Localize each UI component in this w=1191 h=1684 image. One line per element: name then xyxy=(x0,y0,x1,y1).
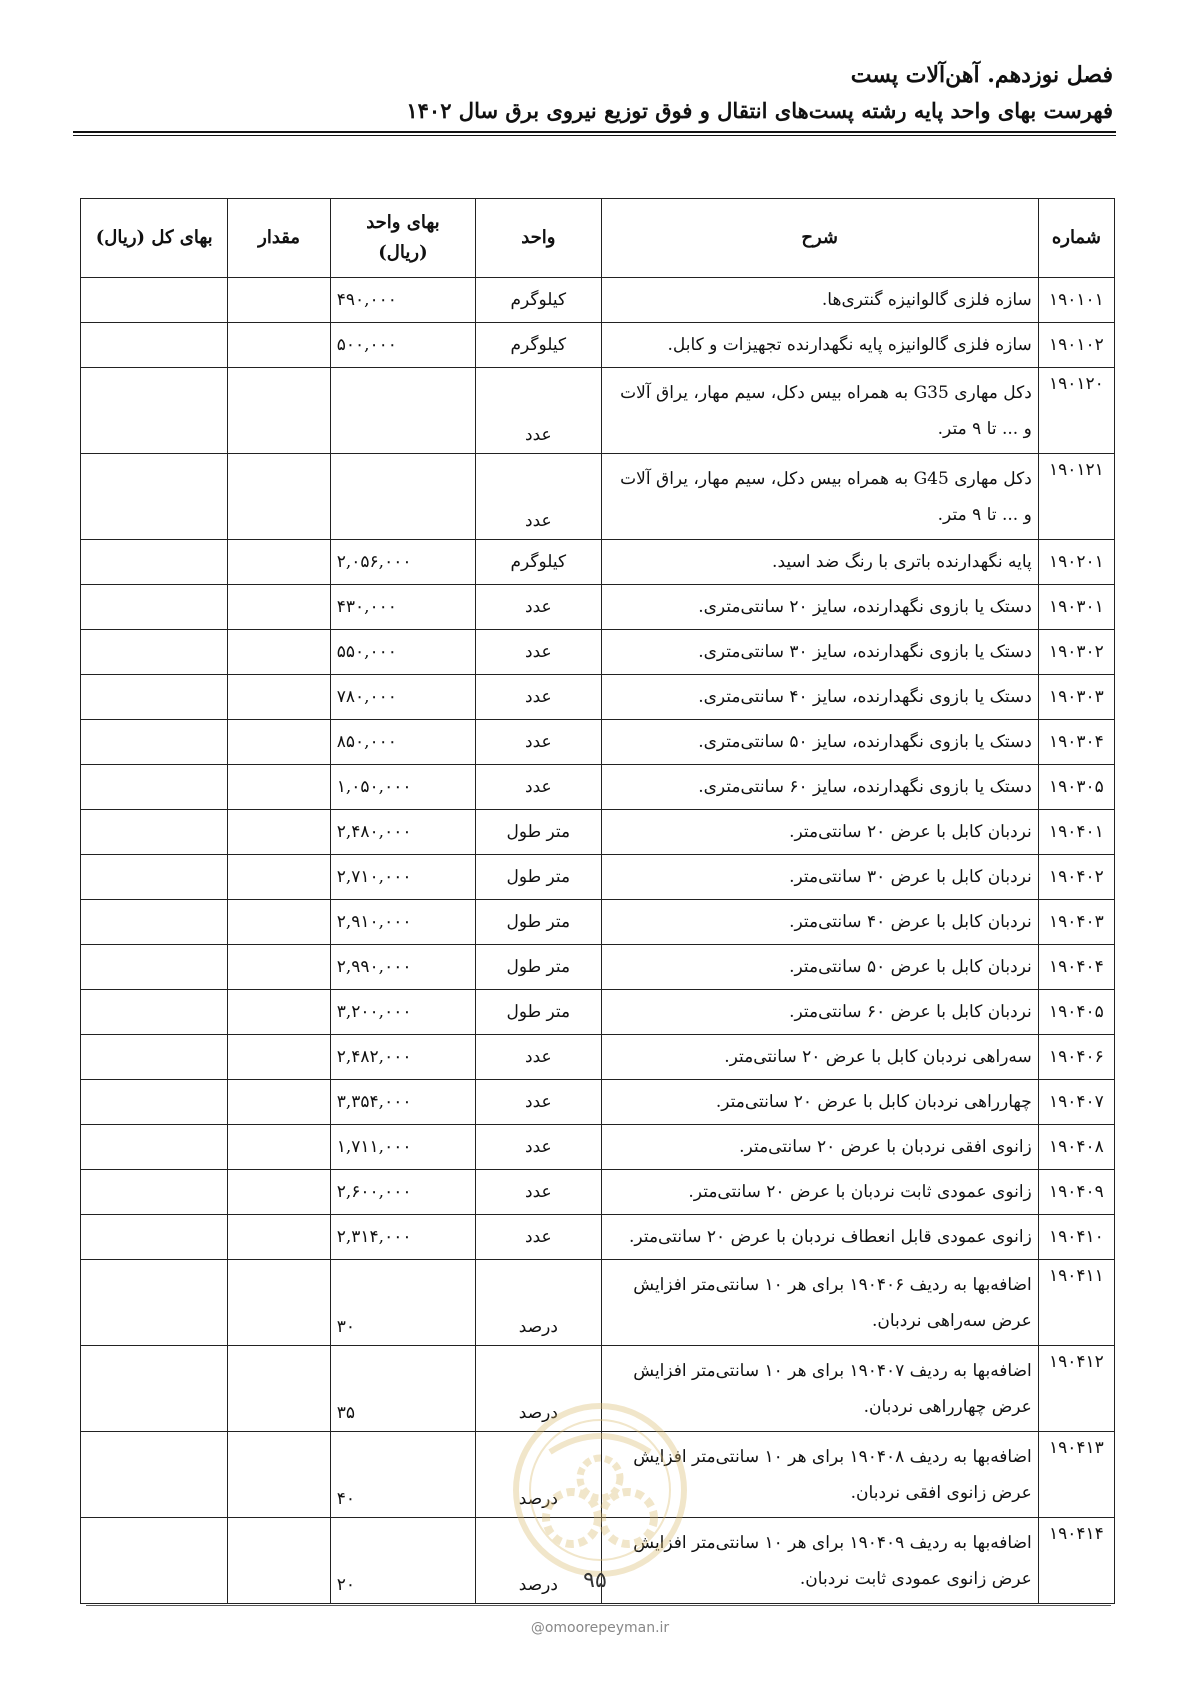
item-code-cell: ۱۹۰۳۰۲ xyxy=(1038,630,1114,675)
table-row xyxy=(81,368,1115,454)
item-code-cell: ۱۹۰۳۰۴ xyxy=(1038,720,1114,765)
item-total-price-cell xyxy=(81,368,228,454)
item-total-price-cell xyxy=(81,990,228,1035)
item-quantity-cell xyxy=(228,1260,330,1346)
chapter-heading: فصل نوزدهم. آهن‌آلات پست xyxy=(850,62,1113,88)
item-description-cell: اضافه‌بها به ردیف ۱۹۰۴۰۶ برای هر ۱۰ سانتی‌متر افزایش عرض سه‌راهی نردبان. xyxy=(601,1260,1038,1346)
item-quantity-cell xyxy=(228,1170,330,1215)
item-code-cell: ۱۹۰۳۰۵ xyxy=(1038,765,1114,810)
table-row xyxy=(81,630,1115,675)
item-quantity-cell xyxy=(228,855,330,900)
item-code-cell: ۱۹۰۱۲۰ xyxy=(1038,368,1114,454)
item-unit-cell: درصد xyxy=(476,1432,601,1518)
item-unit-cell: عدد xyxy=(476,1035,601,1080)
item-code-cell: ۱۹۰۴۱۳ xyxy=(1038,1432,1114,1518)
item-quantity-cell xyxy=(228,990,330,1035)
item-unit-cell: متر طول xyxy=(476,990,601,1035)
item-total-price-cell xyxy=(81,1125,228,1170)
item-unit-cell: درصد xyxy=(476,1518,601,1604)
item-total-price-cell xyxy=(81,900,228,945)
item-total-price-cell xyxy=(81,1170,228,1215)
item-total-price-cell xyxy=(81,810,228,855)
item-description-cell: نردبان کابل با عرض ۶۰ سانتی‌متر. xyxy=(601,990,1038,1035)
header-unit-price xyxy=(330,199,475,278)
item-unit-cell: عدد xyxy=(476,1215,601,1260)
item-code-cell: ۱۹۰۱۲۱ xyxy=(1038,454,1114,540)
table-row xyxy=(81,720,1115,765)
item-unit-price-cell: ۳,۳۵۴,۰۰۰ xyxy=(330,1080,475,1125)
document-title: فهرست بهای واحد پایه رشته پست‌های انتقال و فوق توزیع نیروی برق سال ۱۴۰۲ xyxy=(406,98,1113,123)
item-code-cell: ۱۹۰۴۰۱ xyxy=(1038,810,1114,855)
item-description-cell: زانوی عمودی ثابت نردبان با عرض ۲۰ سانتی‌متر. xyxy=(601,1170,1038,1215)
item-total-price-cell xyxy=(81,720,228,765)
item-unit-price-cell: ۵۰۰,۰۰۰ xyxy=(330,323,475,368)
table-row xyxy=(81,945,1115,990)
item-total-price-cell xyxy=(81,278,228,323)
item-total-price-cell xyxy=(81,675,228,720)
table-row xyxy=(81,900,1115,945)
item-quantity-cell xyxy=(228,720,330,765)
item-description-cell: زانوی افقی نردبان با عرض ۲۰ سانتی‌متر. xyxy=(601,1125,1038,1170)
item-unit-cell: عدد xyxy=(476,1080,601,1125)
item-code-cell: ۱۹۰۴۱۴ xyxy=(1038,1518,1114,1604)
header-unit: واحد xyxy=(476,199,601,278)
item-unit-price-cell: ۴۳۰,۰۰۰ xyxy=(330,585,475,630)
item-total-price-cell xyxy=(81,765,228,810)
footer-rule xyxy=(86,1605,1111,1606)
item-unit-price-cell: ۲,۴۸۲,۰۰۰ xyxy=(330,1035,475,1080)
table-row xyxy=(81,1432,1115,1518)
item-unit-price-cell: ۲,۶۰۰,۰۰۰ xyxy=(330,1170,475,1215)
item-description-cell: زانوی عمودی قابل انعطاف نردبان با عرض ۲۰ سانتی‌متر. xyxy=(601,1215,1038,1260)
item-unit-cell: عدد xyxy=(476,1170,601,1215)
table-row xyxy=(81,454,1115,540)
table-row xyxy=(81,1080,1115,1125)
item-description-cell: سه‌راهی نردبان کابل با عرض ۲۰ سانتی‌متر. xyxy=(601,1035,1038,1080)
item-total-price-cell xyxy=(81,1346,228,1432)
item-total-price-cell xyxy=(81,1260,228,1346)
item-unit-cell: عدد xyxy=(476,368,601,454)
item-description-cell: اضافه‌بها به ردیف ۱۹۰۴۰۸ برای هر ۱۰ سانتی‌متر افزایش عرض زانوی افقی نردبان. xyxy=(601,1432,1038,1518)
item-description-cell: دستک یا بازوی نگهدارنده، سایز ۴۰ سانتی‌متری. xyxy=(601,675,1038,720)
item-description-cell: نردبان کابل با عرض ۲۰ سانتی‌متر. xyxy=(601,810,1038,855)
item-total-price-cell xyxy=(81,585,228,630)
item-code-cell: ۱۹۰۴۰۶ xyxy=(1038,1035,1114,1080)
item-unit-price-cell: ۱,۰۵۰,۰۰۰ xyxy=(330,765,475,810)
item-unit-cell: عدد xyxy=(476,585,601,630)
item-unit-cell: کیلوگرم xyxy=(476,278,601,323)
item-code-cell: ۱۹۰۴۰۳ xyxy=(1038,900,1114,945)
item-quantity-cell xyxy=(228,540,330,585)
item-description-cell: نردبان کابل با عرض ۴۰ سانتی‌متر. xyxy=(601,900,1038,945)
item-description-cell: چهارراهی نردبان کابل با عرض ۲۰ سانتی‌متر. xyxy=(601,1080,1038,1125)
item-unit-price-cell: ۲,۳۱۴,۰۰۰ xyxy=(330,1215,475,1260)
item-unit-price-cell: ۷۸۰,۰۰۰ xyxy=(330,675,475,720)
table-row xyxy=(81,540,1115,585)
table-row xyxy=(81,1170,1115,1215)
item-code-cell: ۱۹۰۴۰۵ xyxy=(1038,990,1114,1035)
item-code-cell: ۱۹۰۴۰۲ xyxy=(1038,855,1114,900)
table-row xyxy=(81,585,1115,630)
table-header-row xyxy=(81,199,1115,278)
item-total-price-cell xyxy=(81,1035,228,1080)
item-unit-price-cell: ۳۵ xyxy=(330,1346,475,1432)
item-code-cell: ۱۹۰۴۰۷ xyxy=(1038,1080,1114,1125)
item-total-price-cell xyxy=(81,1080,228,1125)
item-unit-price-cell: ۱,۷۱۱,۰۰۰ xyxy=(330,1125,475,1170)
header-unit-price-label: بهای واحد xyxy=(366,212,440,233)
page-number: ۹۵ xyxy=(583,1568,607,1593)
item-unit-price-cell: ۲,۷۱۰,۰۰۰ xyxy=(330,855,475,900)
item-unit-price-cell: ۲,۰۵۶,۰۰۰ xyxy=(330,540,475,585)
table-row xyxy=(81,765,1115,810)
item-code-cell: ۱۹۰۲۰۱ xyxy=(1038,540,1114,585)
item-unit-cell: عدد xyxy=(476,1125,601,1170)
item-quantity-cell xyxy=(228,323,330,368)
item-quantity-cell xyxy=(228,454,330,540)
item-quantity-cell xyxy=(228,630,330,675)
item-code-cell: ۱۹۰۳۰۱ xyxy=(1038,585,1114,630)
item-total-price-cell xyxy=(81,1215,228,1260)
price-list-table xyxy=(80,198,1115,1604)
table-row xyxy=(81,1125,1115,1170)
table-row xyxy=(81,1346,1115,1432)
item-quantity-cell xyxy=(228,1432,330,1518)
item-quantity-cell xyxy=(228,1346,330,1432)
table-row xyxy=(81,278,1115,323)
header-unit-price-currency: (ریال) xyxy=(378,242,428,263)
item-unit-cell: درصد xyxy=(476,1346,601,1432)
website-watermark: @omoorepeyman.ir xyxy=(530,1620,670,1636)
table-row xyxy=(81,810,1115,855)
header-description: شرح xyxy=(601,199,1038,278)
item-unit-price-cell: ۵۵۰,۰۰۰ xyxy=(330,630,475,675)
header-rule xyxy=(73,131,1116,133)
item-quantity-cell xyxy=(228,585,330,630)
item-total-price-cell xyxy=(81,323,228,368)
item-total-price-cell xyxy=(81,855,228,900)
item-description-cell: سازه فلزی گالوانیزه گنتری‌ها. xyxy=(601,278,1038,323)
table-row xyxy=(81,1260,1115,1346)
item-unit-cell: متر طول xyxy=(476,945,601,990)
item-code-cell: ۱۹۰۴۱۱ xyxy=(1038,1260,1114,1346)
item-unit-cell: عدد xyxy=(476,675,601,720)
item-quantity-cell xyxy=(228,675,330,720)
item-code-cell: ۱۹۰۴۱۲ xyxy=(1038,1346,1114,1432)
item-code-cell: ۱۹۰۴۰۸ xyxy=(1038,1125,1114,1170)
item-quantity-cell xyxy=(228,945,330,990)
item-description-cell: نردبان کابل با عرض ۵۰ سانتی‌متر. xyxy=(601,945,1038,990)
item-unit-cell: متر طول xyxy=(476,810,601,855)
item-description-cell: سازه فلزی گالوانیزه پایه نگهدارنده تجهیزات و کابل. xyxy=(601,323,1038,368)
table-row xyxy=(81,990,1115,1035)
item-code-cell: ۱۹۰۱۰۱ xyxy=(1038,278,1114,323)
item-quantity-cell xyxy=(228,368,330,454)
header-total-price: بهای کل (ریال) xyxy=(81,199,228,278)
item-total-price-cell xyxy=(81,1518,228,1604)
item-quantity-cell xyxy=(228,1035,330,1080)
table-row xyxy=(81,1035,1115,1080)
item-description-cell: اضافه‌بها به ردیف ۱۹۰۴۰۹ برای هر ۱۰ سانتی‌متر افزایش عرض زانوی عمودی ثابت نردبان. xyxy=(601,1518,1038,1604)
item-description-cell: نردبان کابل با عرض ۳۰ سانتی‌متر. xyxy=(601,855,1038,900)
item-code-cell: ۱۹۰۴۰۴ xyxy=(1038,945,1114,990)
item-description-cell: دکل مهاری G45 به همراه بیس دکل، سیم مهار، یراق آلات و ... تا ۹ متر. xyxy=(601,454,1038,540)
table-row xyxy=(81,1215,1115,1260)
item-unit-price-cell: ۲۰ xyxy=(330,1518,475,1604)
item-unit-cell: درصد xyxy=(476,1260,601,1346)
item-total-price-cell xyxy=(81,454,228,540)
header-rule-thin xyxy=(73,135,1116,136)
item-description-cell: اضافه‌بها به ردیف ۱۹۰۴۰۷ برای هر ۱۰ سانتی‌متر افزایش عرض چهارراهی نردبان. xyxy=(601,1346,1038,1432)
item-quantity-cell xyxy=(228,1080,330,1125)
item-unit-price-cell: ۳,۲۰۰,۰۰۰ xyxy=(330,990,475,1035)
item-description-cell: دکل مهاری G35 به همراه بیس دکل، سیم مهار، یراق آلات و ... تا ۹ متر. xyxy=(601,368,1038,454)
item-unit-cell: متر طول xyxy=(476,855,601,900)
item-unit-cell: عدد xyxy=(476,720,601,765)
item-unit-price-cell xyxy=(330,368,475,454)
item-unit-price-cell xyxy=(330,454,475,540)
header-quantity: مقدار xyxy=(228,199,330,278)
item-code-cell: ۱۹۰۳۰۳ xyxy=(1038,675,1114,720)
table-row xyxy=(81,323,1115,368)
item-code-cell: ۱۹۰۴۰۹ xyxy=(1038,1170,1114,1215)
item-total-price-cell xyxy=(81,945,228,990)
item-unit-cell: عدد xyxy=(476,454,601,540)
item-code-cell: ۱۹۰۱۰۲ xyxy=(1038,323,1114,368)
item-unit-price-cell: ۳۰ xyxy=(330,1260,475,1346)
item-unit-cell: کیلوگرم xyxy=(476,323,601,368)
item-unit-price-cell: ۲,۴۸۰,۰۰۰ xyxy=(330,810,475,855)
item-unit-cell: عدد xyxy=(476,765,601,810)
item-description-cell: دستک یا بازوی نگهدارنده، سایز ۵۰ سانتی‌متری. xyxy=(601,720,1038,765)
table-row xyxy=(81,675,1115,720)
item-description-cell: پایه نگهدارنده باتری با رنگ ضد اسید. xyxy=(601,540,1038,585)
item-quantity-cell xyxy=(228,1125,330,1170)
item-unit-price-cell: ۴۰ xyxy=(330,1432,475,1518)
header-code: شماره xyxy=(1038,199,1114,278)
item-quantity-cell xyxy=(228,900,330,945)
item-unit-price-cell: ۴۹۰,۰۰۰ xyxy=(330,278,475,323)
item-quantity-cell xyxy=(228,765,330,810)
item-unit-price-cell: ۲,۹۹۰,۰۰۰ xyxy=(330,945,475,990)
item-description-cell: دستک یا بازوی نگهدارنده، سایز ۳۰ سانتی‌متری. xyxy=(601,630,1038,675)
item-quantity-cell xyxy=(228,810,330,855)
item-total-price-cell xyxy=(81,540,228,585)
item-unit-cell: عدد xyxy=(476,630,601,675)
item-description-cell: دستک یا بازوی نگهدارنده، سایز ۲۰ سانتی‌متری. xyxy=(601,585,1038,630)
item-unit-cell: متر طول xyxy=(476,900,601,945)
item-unit-cell: کیلوگرم xyxy=(476,540,601,585)
item-unit-price-cell: ۲,۹۱۰,۰۰۰ xyxy=(330,900,475,945)
item-quantity-cell xyxy=(228,278,330,323)
item-quantity-cell xyxy=(228,1518,330,1604)
table-row xyxy=(81,855,1115,900)
item-unit-price-cell: ۸۵۰,۰۰۰ xyxy=(330,720,475,765)
item-description-cell: دستک یا بازوی نگهدارنده، سایز ۶۰ سانتی‌متری. xyxy=(601,765,1038,810)
item-code-cell: ۱۹۰۴۱۰ xyxy=(1038,1215,1114,1260)
item-total-price-cell xyxy=(81,1432,228,1518)
item-total-price-cell xyxy=(81,630,228,675)
item-quantity-cell xyxy=(228,1215,330,1260)
